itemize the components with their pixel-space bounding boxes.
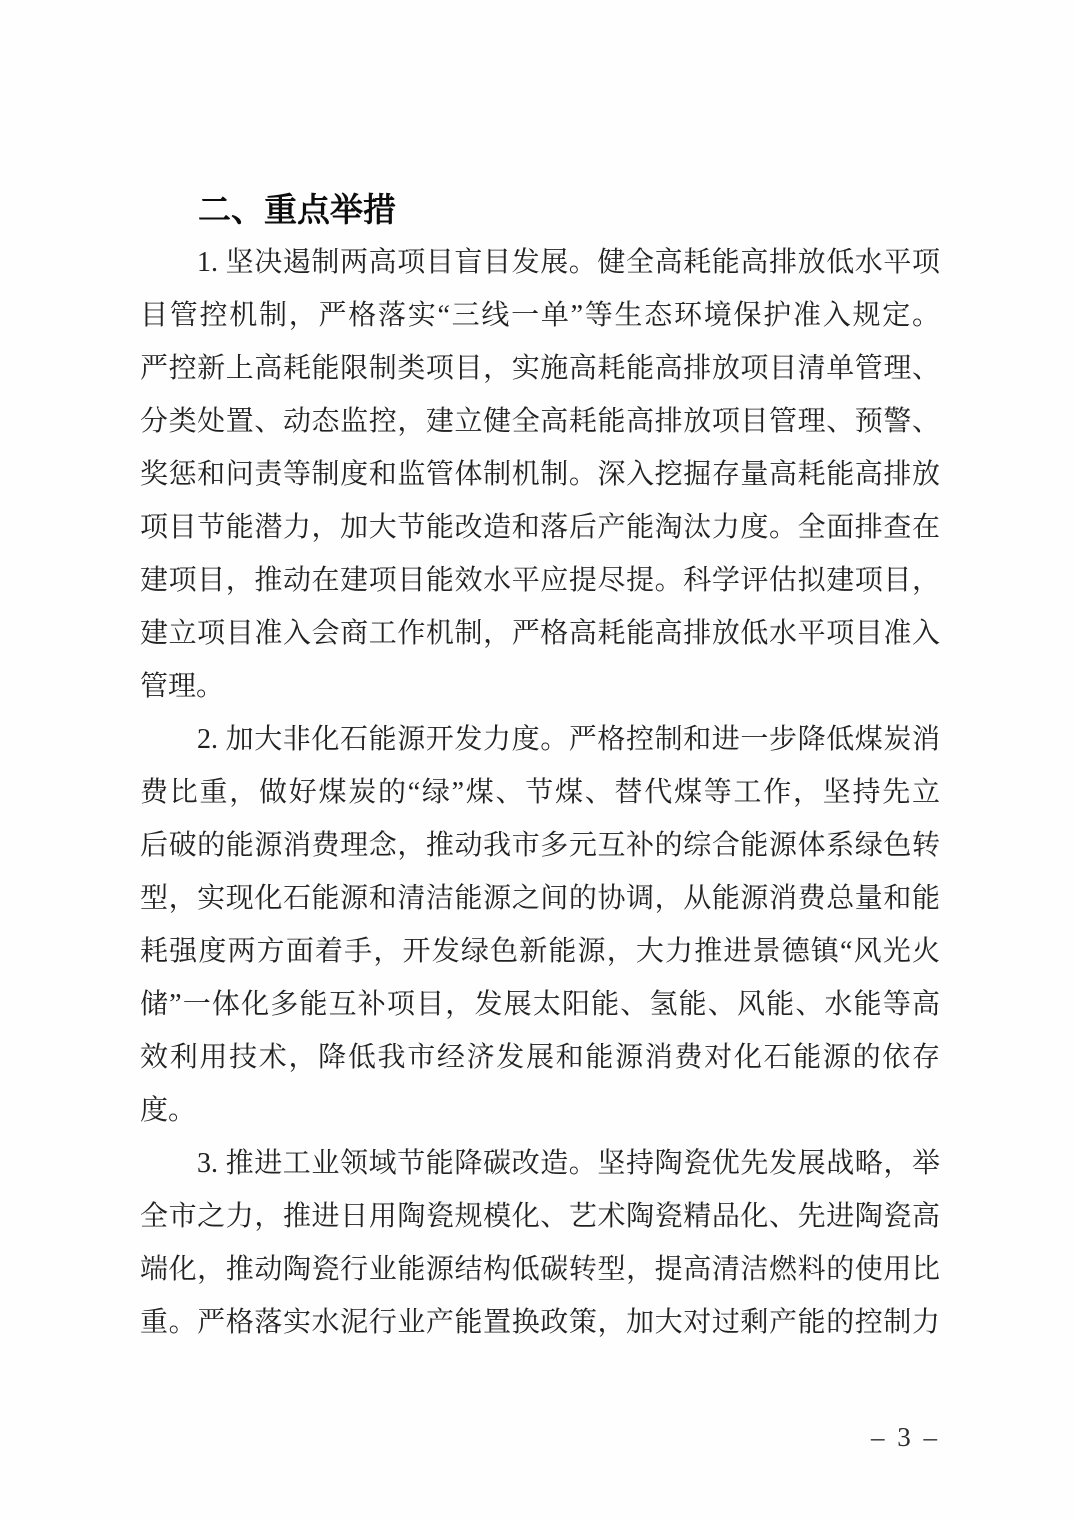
paragraph-1 — [140, 236, 940, 713]
body-line: 项目节能潜力，加大节能改造和落后产能淘汰力度。全面排查在 — [140, 512, 940, 543]
body-line: 分类处置、动态监控，建立健全高耗能高排放项目管理、预警、 — [140, 406, 940, 437]
body-line: 建项目，推动在建项目能效水平应提尽提。科学评估拟建项目， — [140, 565, 940, 596]
body-line: 3. 推进工业领域节能降碳改造。坚持陶瓷优先发展战略，举 — [197, 1148, 940, 1179]
body-line: 费比重，做好煤炭的“绿”煤、节煤、替代煤等工作，坚持先立 — [140, 777, 940, 808]
body-line: 型，实现化石能源和清洁能源之间的协调，从能源消费总量和能 — [140, 883, 940, 914]
body-line: 2. 加大非化石能源开发力度。严格控制和进一步降低煤炭消 — [197, 724, 940, 755]
body-line: 重。严格落实水泥行业产能置换政策，加大对过剩产能的控制力 — [140, 1307, 940, 1338]
document-body — [140, 183, 940, 1349]
body-line: 耗强度两方面着手，开发绿色新能源，大力推进景德镇“风光火 — [140, 936, 940, 967]
paragraph-3 — [140, 1137, 940, 1349]
body-line: 建立项目准入会商工作机制，严格高耗能高排放低水平项目准入 — [140, 618, 940, 649]
body-line: 管理。 — [140, 671, 225, 702]
body-line: 度。 — [140, 1095, 197, 1126]
body-line: 目管控机制，严格落实“三线一单”等生态环境保护准入规定。 — [140, 300, 940, 331]
body-line: 效利用技术，降低我市经济发展和能源消费对化石能源的依存 — [140, 1042, 940, 1073]
body-line: 储”一体化多能互补项目，发展太阳能、氢能、风能、水能等高 — [140, 989, 940, 1020]
body-line: 端化，推动陶瓷行业能源结构低碳转型，提高清洁燃料的使用比 — [140, 1254, 940, 1285]
body-line: 奖惩和问责等制度和监管体制机制。深入挖掘存量高耗能高排放 — [140, 459, 940, 490]
body-line: 全市之力，推进日用陶瓷规模化、艺术陶瓷精品化、先进陶瓷高 — [140, 1201, 940, 1232]
body-line: 后破的能源消费理念，推动我市多元互补的综合能源体系绿色转 — [140, 830, 940, 861]
section-heading: 二、重点举措 — [198, 191, 396, 228]
paragraph-2 — [140, 713, 940, 1137]
body-line: 1. 坚决遏制两高项目盲目发展。健全高耗能高排放低水平项 — [197, 247, 940, 278]
body-line: 严控新上高耗能限制类项目，实施高耗能高排放项目清单管理、 — [140, 353, 940, 384]
page-number: – 3 – — [871, 1422, 940, 1452]
